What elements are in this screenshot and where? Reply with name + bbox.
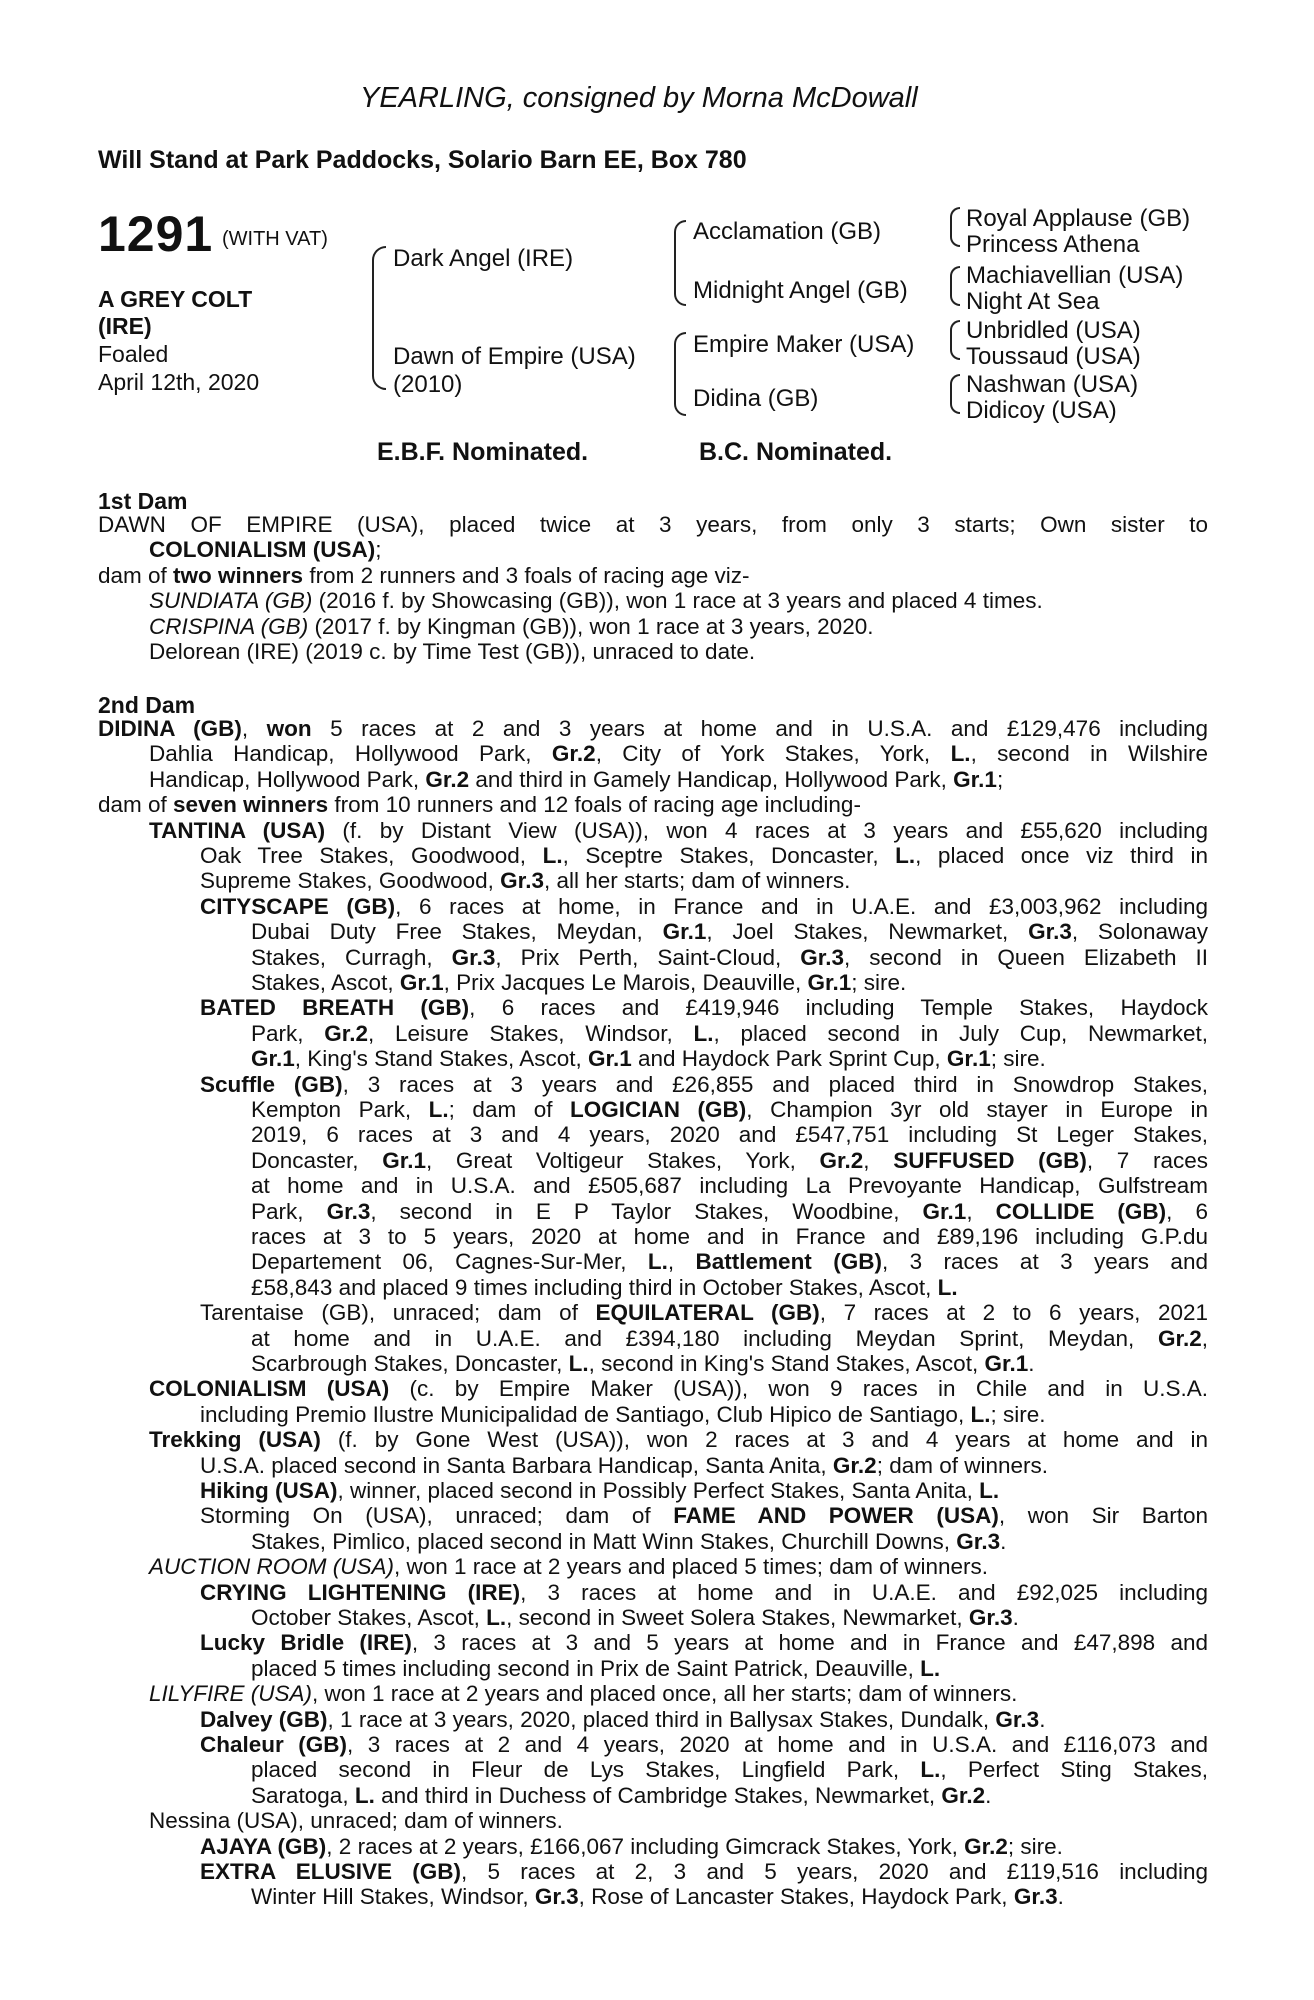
page-title: YEARLING, consigned by Morna McDowall <box>360 82 918 114</box>
second_dam-line: Storming On (USA), unraced; dam of FAME AND POWER (USA), won Sir Barton <box>200 1503 1208 1529</box>
ds-dam: Toussaud (USA) <box>966 343 1141 370</box>
second_dam-line: CRYING LIGHTENING (IRE), 3 races at home and in U.A.E. and £92,025 including <box>200 1579 1208 1605</box>
second_dam-line: Park, Gr.3, second in E P Taylor Stakes, Woodbine, Gr.1, COLLIDE (GB), 6 <box>251 1198 1208 1224</box>
second_dam-line: Nessina (USA), unraced; dam of winners. <box>149 1808 563 1834</box>
dd-sire: Nashwan (USA) <box>966 371 1139 398</box>
second_dam-line: races at 3 to 5 years, 2020 at home and in France and £89,196 including G.P.du <box>251 1224 1208 1249</box>
first_dam-line: CRISPINA (GB) (2017 f. by Kingman (GB)), won 1 race at 3 years, 2020. <box>149 613 874 639</box>
foaled-date: April 12th, 2020 <box>98 369 260 395</box>
dam-dam: Didina (GB) <box>693 385 819 412</box>
second_dam-line: LILYFIRE (USA), won 1 race at 2 years and placed once, all her starts; dam of winners. <box>149 1681 1018 1707</box>
second-dam-title: 2nd Dam <box>98 692 196 718</box>
second_dam-line: Scarbrough Stakes, Doncaster, L., second in King's Stand Stakes, Ascot, Gr.1. <box>251 1351 1035 1376</box>
sire-name: Dark Angel (IRE) <box>393 245 574 272</box>
second_dam-line: Dalvey (GB), 1 race at 3 years, 2020, placed third in Ballysax Stakes, Dundalk, Gr.3. <box>200 1706 1046 1732</box>
second_dam-line: Departement 06, Cagnes-Sur-Mer, L., Battlement (GB), 3 races at 3 years and <box>251 1249 1208 1275</box>
sd-dam: Night At Sea <box>966 288 1100 315</box>
second_dam-line: Handicap, Hollywood Park, Gr.2 and third in Gamely Handicap, Hollywood Park, Gr.1; <box>149 766 1004 792</box>
first_dam-line: SUNDIATA (GB) (2016 f. by Showcasing (GB)), won 1 race at 3 years and placed 4 times. <box>149 588 1043 614</box>
second_dam-line: AUCTION ROOM (USA), won 1 race at 2 years and placed 5 times; dam of winners. <box>149 1554 989 1580</box>
dam-name: Dawn of Empire (USA) <box>393 343 636 370</box>
foaled-label: Foaled <box>98 341 169 367</box>
second_dam-line: DIDINA (GB), won 5 races at 2 and 3 years at home and in U.S.A. and £129,476 including <box>98 716 1208 741</box>
second_dam-line: Tarentaise (GB), unraced; dam of EQUILATERAL (GB), 7 races at 2 to 6 years, 2021 <box>200 1300 1208 1326</box>
second_dam-line: Stakes, Pimlico, placed second in Matt Winn Stakes, Churchill Downs, Gr.3. <box>251 1528 1007 1554</box>
second_dam-line: Saratoga, L. and third in Duchess of Cambridge Stakes, Newmarket, Gr.2. <box>251 1782 992 1808</box>
ds-sire: Unbridled (USA) <box>966 317 1141 344</box>
vat-label: (WITH VAT) <box>222 228 328 250</box>
lot-number: 1291 <box>98 206 214 262</box>
second_dam-line: TANTINA (USA) (f. by Distant View (USA)), won 4 races at 3 years and £55,620 including <box>149 817 1208 843</box>
dam-year: (2010) <box>393 371 463 398</box>
second_dam-line: BATED BREATH (GB), 6 races and £419,946 including Temple Stakes, Haydock <box>200 995 1208 1021</box>
first_dam-line: Delorean (IRE) (2019 c. by Time Test (GB)), unraced to date. <box>149 639 756 664</box>
second_dam-line: placed 5 times including second in Prix de Saint Patrick, Deauville, L. <box>251 1655 941 1681</box>
second_dam-line: October Stakes, Ascot, L., second in Sweet Solera Stakes, Newmarket, Gr.3. <box>251 1605 1019 1630</box>
dam-sire: Empire Maker (USA) <box>693 331 915 358</box>
second_dam-line: Doncaster, Gr.1, Great Voltigeur Stakes, York, Gr.2, SUFFUSED (GB), 7 races <box>251 1147 1209 1173</box>
first-dam-title: 1st Dam <box>98 488 188 514</box>
second_dam-line: Dubai Duty Free Stakes, Meydan, Gr.1, Joel Stakes, Newmarket, Gr.3, Solonaway <box>251 919 1208 945</box>
stand-location: Will Stand at Park Paddocks, Solario Barn EE, Box 780 <box>98 146 747 174</box>
second_dam-line: Kempton Park, L.; dam of LOGICIAN (GB), Champion 3yr old stayer in Europe in <box>251 1097 1208 1122</box>
second_dam-line: AJAYA (GB), 2 races at 2 years, £166,067 including Gimcrack Stakes, York, Gr.2; sire. <box>200 1833 1063 1859</box>
second_dam-line: Oak Tree Stakes, Goodwood, L., Sceptre Stakes, Doncaster, L., placed once viz third in <box>200 843 1208 868</box>
sire-dam: Midnight Angel (GB) <box>693 277 908 304</box>
second_dam-line: Stakes, Curragh, Gr.3, Prix Perth, Saint-Cloud, Gr.3, second in Queen Elizabeth II <box>251 944 1208 970</box>
dam-parents-brace <box>674 332 686 416</box>
ss-dam: Princess Athena <box>966 231 1140 258</box>
second_dam-line: Scuffle (GB), 3 races at 3 years and £26,855 and placed third in Snowdrop Stakes, <box>200 1071 1208 1097</box>
ss-brace <box>950 207 960 247</box>
second_dam-line: Park, Gr.2, Leisure Stakes, Windsor, L., placed second in July Cup, Newmarket, <box>251 1020 1208 1046</box>
second_dam-line: including Premio Ilustre Municipalidad de Santiago, Club Hipico de Santiago, L.; sire. <box>200 1401 1046 1427</box>
second_dam-line: U.S.A. placed second in Santa Barbara Handicap, Santa Anita, Gr.2; dam of winners. <box>200 1452 1049 1478</box>
first_dam-line: COLONIALISM (USA); <box>149 537 382 563</box>
ds-brace <box>950 320 960 360</box>
dd-dam: Didicoy (USA) <box>966 397 1117 424</box>
second_dam-line: Lucky Bridle (IRE), 3 races at 3 and 5 years at home and in France and £47,898 and <box>200 1630 1208 1656</box>
first_dam-line: dam of two winners from 2 runners and 3 foals of racing age viz- <box>98 562 750 588</box>
second_dam-line: Hiking (USA), winner, placed second in Possibly Perfect Stakes, Santa Anita, L. <box>200 1478 1000 1503</box>
second_dam-line: at home and in U.A.E. and £394,180 including Meydan Sprint, Meydan, Gr.2, <box>251 1325 1208 1351</box>
second_dam-line: EXTRA ELUSIVE (GB), 5 races at 2, 3 and 5 years, 2020 and £119,516 including <box>200 1859 1209 1884</box>
ebf-nominated: E.B.F. Nominated. <box>377 438 589 466</box>
second_dam-line: COLONIALISM (USA) (c. by Empire Maker (USA)), won 9 races in Chile and in U.S.A. <box>149 1376 1209 1402</box>
sd-sire: Machiavellian (USA) <box>966 262 1184 289</box>
second_dam-line: 2019, 6 races at 3 and 4 years, 2020 and £547,751 including St Leger Stakes, <box>251 1122 1208 1148</box>
sire-dam-brace <box>372 246 386 390</box>
horse-description: A GREY COLT <box>98 286 253 312</box>
ss-sire: Royal Applause (GB) <box>966 205 1191 232</box>
second_dam-line: Trekking (USA) (f. by Gone West (USA)), won 2 races at 3 and 4 years at home and in <box>149 1427 1208 1453</box>
second_dam-line: Stakes, Ascot, Gr.1, Prix Jacques Le Marois, Deauville, Gr.1; sire. <box>251 970 907 995</box>
second_dam-line: dam of seven winners from 10 runners and 12 foals of racing age including- <box>98 792 861 818</box>
second_dam-line: Supreme Stakes, Goodwood, Gr.3, all her starts; dam of winners. <box>200 868 851 894</box>
second_dam-line: £58,843 and placed 9 times including third in October Stakes, Ascot, L. <box>251 1274 958 1300</box>
sire-parents-brace <box>674 220 686 306</box>
dd-brace <box>950 374 960 414</box>
second_dam-line: placed second in Fleur de Lys Stakes, Lingfield Park, L., Perfect Sting Stakes, <box>251 1757 1208 1783</box>
sire-sire: Acclamation (GB) <box>693 218 882 245</box>
bc-nominated: B.C. Nominated. <box>699 438 893 466</box>
horse-origin: (IRE) <box>98 313 152 339</box>
first_dam-line: DAWN OF EMPIRE (USA), placed twice at 3 years, from only 3 starts; Own sister to <box>98 512 1208 537</box>
second_dam-line: Dahlia Handicap, Hollywood Park, Gr.2, City of York Stakes, York, L., second in Wilshire <box>149 741 1208 767</box>
second_dam-line: CITYSCAPE (GB), 6 races at home, in France and in U.A.E. and £3,003,962 including <box>200 893 1208 919</box>
second_dam-line: Chaleur (GB), 3 races at 2 and 4 years, 2020 at home and in U.S.A. and £116,073 and <box>200 1732 1208 1757</box>
second_dam-line: Winter Hill Stakes, Windsor, Gr.3, Rose of Lancaster Stakes, Haydock Park, Gr.3. <box>251 1884 1064 1910</box>
second_dam-line: at home and in U.S.A. and £505,687 including La Prevoyante Handicap, Gulfstream <box>251 1173 1208 1199</box>
second_dam-line: Gr.1, King's Stand Stakes, Ascot, Gr.1 and Haydock Park Sprint Cup, Gr.1; sire. <box>251 1046 1046 1072</box>
sd-brace <box>950 266 960 306</box>
